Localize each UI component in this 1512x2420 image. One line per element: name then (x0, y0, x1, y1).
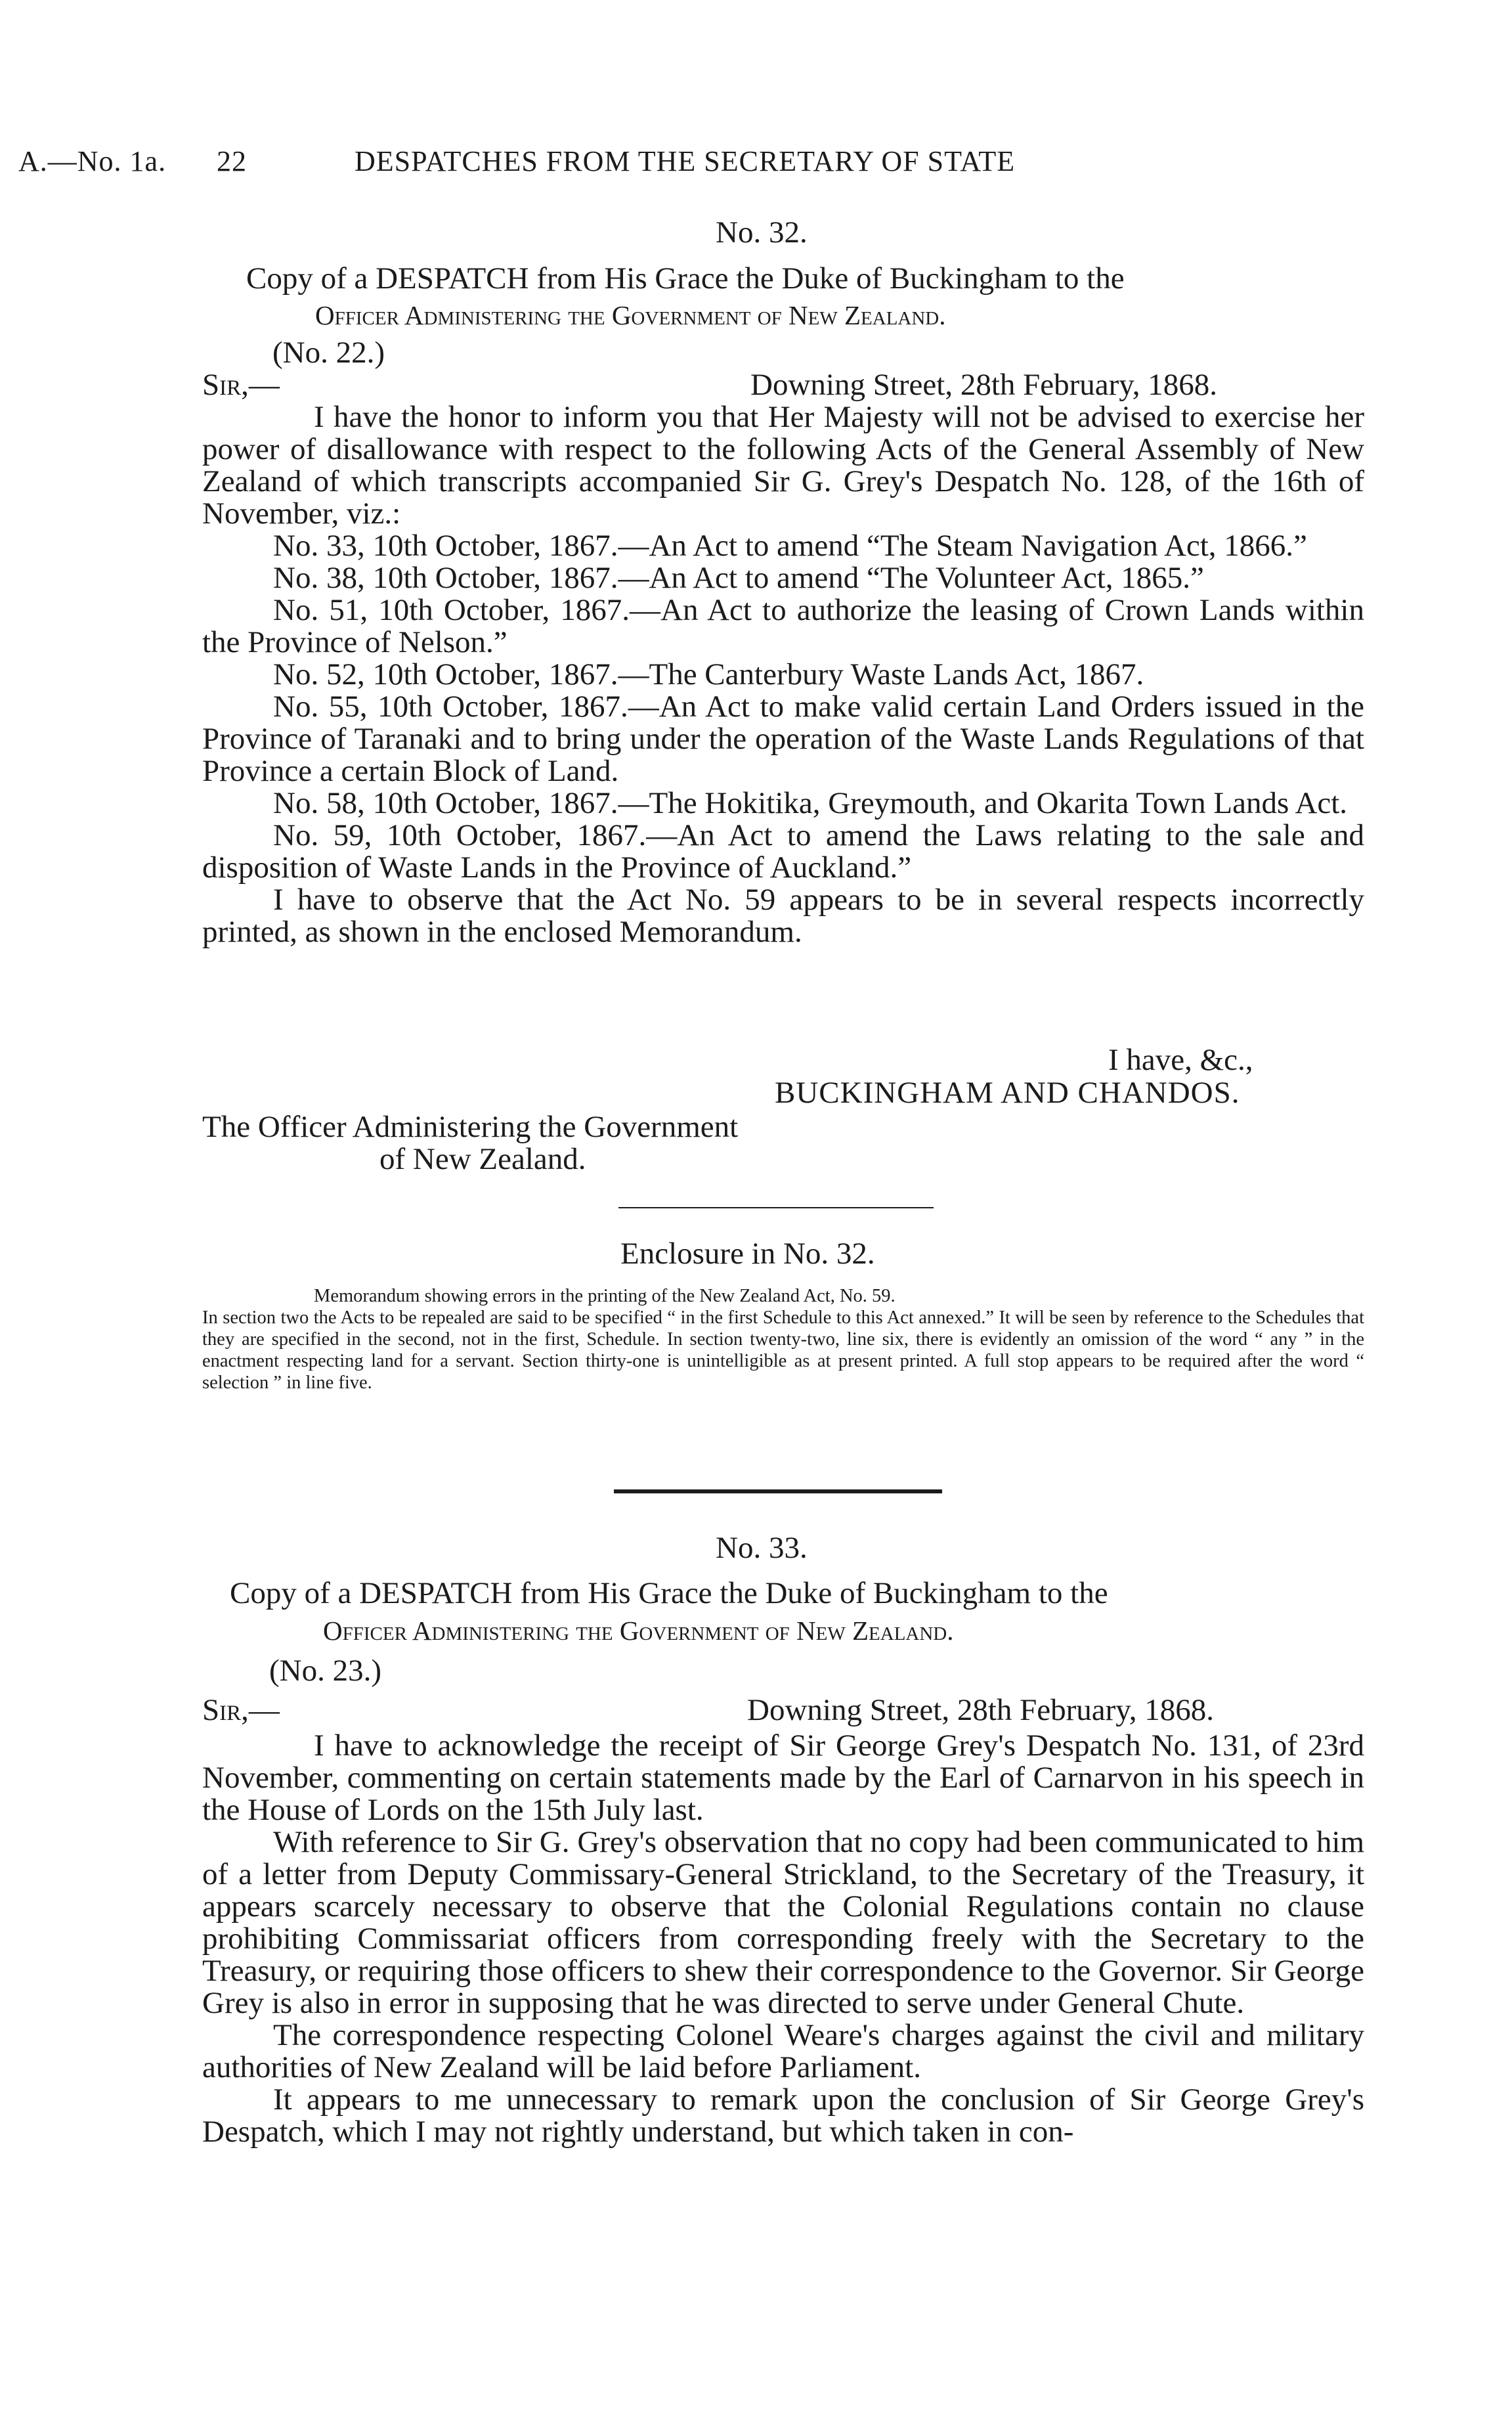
despatch-32-title: Copy of a DESPATCH from His Grace the Duke of Buckingham to the (246, 261, 1125, 296)
running-title: DESPATCHES FROM THE SECRETARY OF STATE (355, 145, 1016, 177)
body-paragraph: I have to acknowledge the receipt of Sir George Grey's Despatch No. 131, of 23rd November, commenting on certain statements made by the Earl of Carnarvon in his speech in the House of Lords on the 15th July last. (202, 1728, 1364, 1827)
despatch-33-place-date: Downing Street, 28th February, 1868. (747, 1693, 1214, 1727)
despatch-32-number: No. 32. (716, 215, 808, 250)
body-paragraph: The correspondence respecting Colonel Weare's charges against the civil and military authorities of New Zealand will be laid before Parliament. (202, 2018, 1364, 2084)
despatch-32-recipient: Officer Administering the Government of New Zealand. (315, 300, 946, 330)
memorandum-title: Memorandum showing errors in the printing of the New Zealand Act, No. 59. (314, 1286, 896, 1306)
despatch-33-recipient: Officer Administering the Government of New Zealand. (323, 1616, 954, 1646)
despatch-33-title: Copy of a DESPATCH from His Grace the Duke of Buckingham to the (230, 1576, 1108, 1610)
despatch-32-no: (No. 22.) (272, 336, 385, 370)
memorandum (202, 1285, 1364, 1394)
body-paragraph: I have the honor to inform you that Her Majesty will not be advised to exercise her power of disallowance with respect to the following Acts of the General Assembly of New Zealand of which transcripts accompanied Sir G. Grey's Despatch No. 128, of the 16th of November, viz.: (202, 400, 1364, 531)
despatch-32-closing: I have, &c., (1108, 1043, 1253, 1077)
body-paragraph: I have to observe that the Act No. 59 appears to be in several respects incorrectly printed, as shown in the enclosed Memorandum. (202, 883, 1364, 949)
act-item: No. 59, 10th October, 1867.—An Act to amend the Laws relating to the sale and disposition of Waste Lands in the Province of Auckland.” (202, 818, 1364, 885)
enclosure-heading: Enclosure in No. 32. (620, 1237, 875, 1271)
act-item: No. 55, 10th October, 1867.—An Act to make valid certain Land Orders issued in the Province of Taranaki and to bring under the operation of the Waste Lands Regulations of that Province a certain Block of Land. (202, 690, 1364, 788)
despatch-33-salutation: Sir,— (202, 1693, 280, 1727)
memorandum-body: In section two the Acts to be repealed are said to be specified “ in the first Schedule to this Act annexed.” It will be seen by reference to the Schedules that they are specified in the second, not in the first, Schedule. In section twenty-two, line six, there is evidently an omission of the word “ any ” in the enactment respecting land for a servant. Section thirty-one is unintelligible as at present printed. A full stop appears to be required after the word “ selection ” in line five. (202, 1308, 1364, 1393)
act-item: No. 38, 10th October, 1867.—An Act to amend “The Volunteer Act, 1865.” (273, 561, 1204, 595)
despatch-33-number: No. 33. (716, 1531, 808, 1565)
section-divider-heavy (614, 1489, 942, 1493)
act-item: No. 33, 10th October, 1867.—An Act to amend “The Steam Navigation Act, 1866.” (273, 529, 1307, 563)
despatch-32-salutation: Sir,— (202, 368, 280, 402)
page-number: 22 (217, 145, 247, 177)
section-divider (618, 1207, 934, 1208)
act-item: No. 51, 10th October, 1867.—An Act to authorize the leasing of Crown Lands within the Province of Nelson.” (202, 593, 1364, 659)
despatch-32-addressee: The Officer Administering the Government (202, 1110, 739, 1144)
despatch-33-body (202, 1730, 1364, 2148)
header-ref: A.—No. 1a. (18, 145, 167, 177)
despatch-32-place-date: Downing Street, 28th February, 1868. (750, 368, 1217, 402)
despatch-32-body (202, 401, 1364, 948)
body-paragraph: It appears to me unnecessary to remark upon the conclusion of Sir George Grey's Despatch, which I may not rightly understand, but which taken in con- (202, 2082, 1364, 2149)
despatch-33-no: (No. 23.) (269, 1654, 381, 1688)
act-item: No. 58, 10th October, 1867.—The Hokitika, Greymouth, and Okarita Town Lands Act. (273, 786, 1348, 820)
despatch-32-addressee-cont: of New Zealand. (379, 1142, 586, 1176)
act-item: No. 52, 10th October, 1867.—The Canterbury Waste Lands Act, 1867. (273, 657, 1144, 692)
despatch-32-signature: BUCKINGHAM AND CHANDOS. (775, 1076, 1240, 1110)
body-paragraph: With reference to Sir G. Grey's observation that no copy had been communicated to him of a letter from Deputy Commissary-General Strickland, to the Secretary of the Treasury, it appears scarcely necessary to observe that the Colonial Regulations contain no clause prohibiting Commissariat officers from corresponding freely with the Secretary to the Treasury, or requiring those officers to shew their correspondence to the Governor. Sir George Grey is also in error in supposing that he was directed to serve under General Chute. (202, 1825, 1364, 2020)
